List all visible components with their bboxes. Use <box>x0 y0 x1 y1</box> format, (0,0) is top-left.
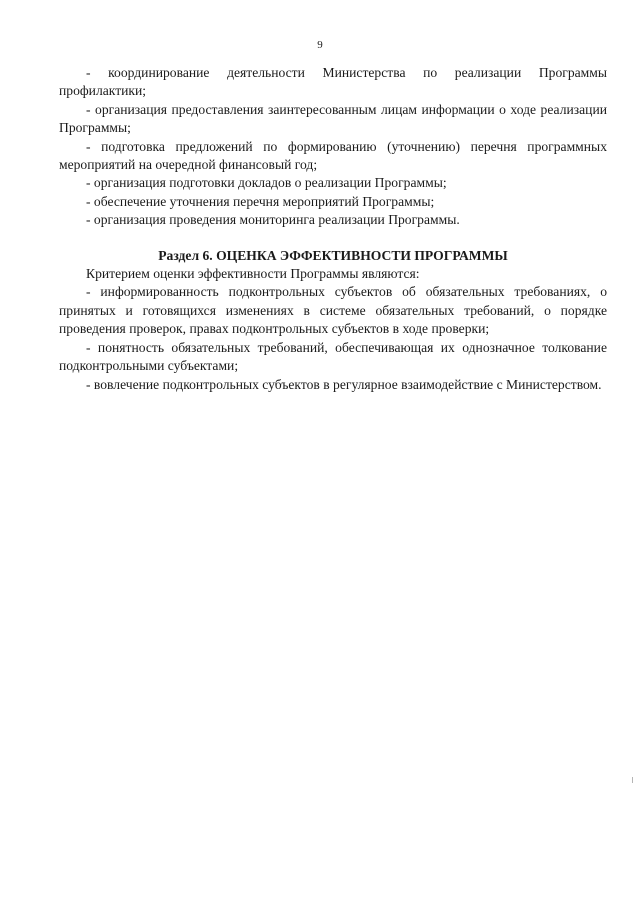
section-title: Раздел 6. ОЦЕНКА ЭФФЕКТИВНОСТИ ПРОГРАММЫ <box>158 247 508 263</box>
list-item: - координирование деятельности Министерства по реализации Программы профилактики; <box>59 65 607 99</box>
list-item: - организация подготовки докладов о реализации Программы; <box>86 175 447 191</box>
document-body <box>59 64 607 394</box>
list-item: - организация предоставления заинтересованным лицам информации о ходе реализации Программы; <box>59 101 607 136</box>
list-item: - обеспечение уточнения перечня мероприятий Программы; <box>86 193 435 209</box>
page-number: 9 <box>317 39 323 51</box>
criteria-item: - информированность подконтрольных субъектов об обязательных требованиях, о принятых и готовящихся изменениях в системе обязательных требований, о порядке проведения проверок, правах подконтрольных субъектов в ходе проверки; <box>59 284 607 337</box>
section-intro: Критерием оценки эффективности Программы являются: <box>86 266 420 282</box>
list-item: - подготовка предложений по формированию (уточнению) перечня программных мероприятий на очередной финансовый год; <box>59 138 607 173</box>
scan-artifact <box>632 777 633 783</box>
list-item: - организация проведения мониторинга реализации Программы. <box>86 212 460 228</box>
criteria-item: - вовлечение подконтрольных субъектов в регулярное взаимодействие с Министерством. <box>86 376 602 392</box>
criteria-item: - понятность обязательных требований, обеспечивающая их однозначное толкование подконтрольными субъектами; <box>59 339 607 374</box>
